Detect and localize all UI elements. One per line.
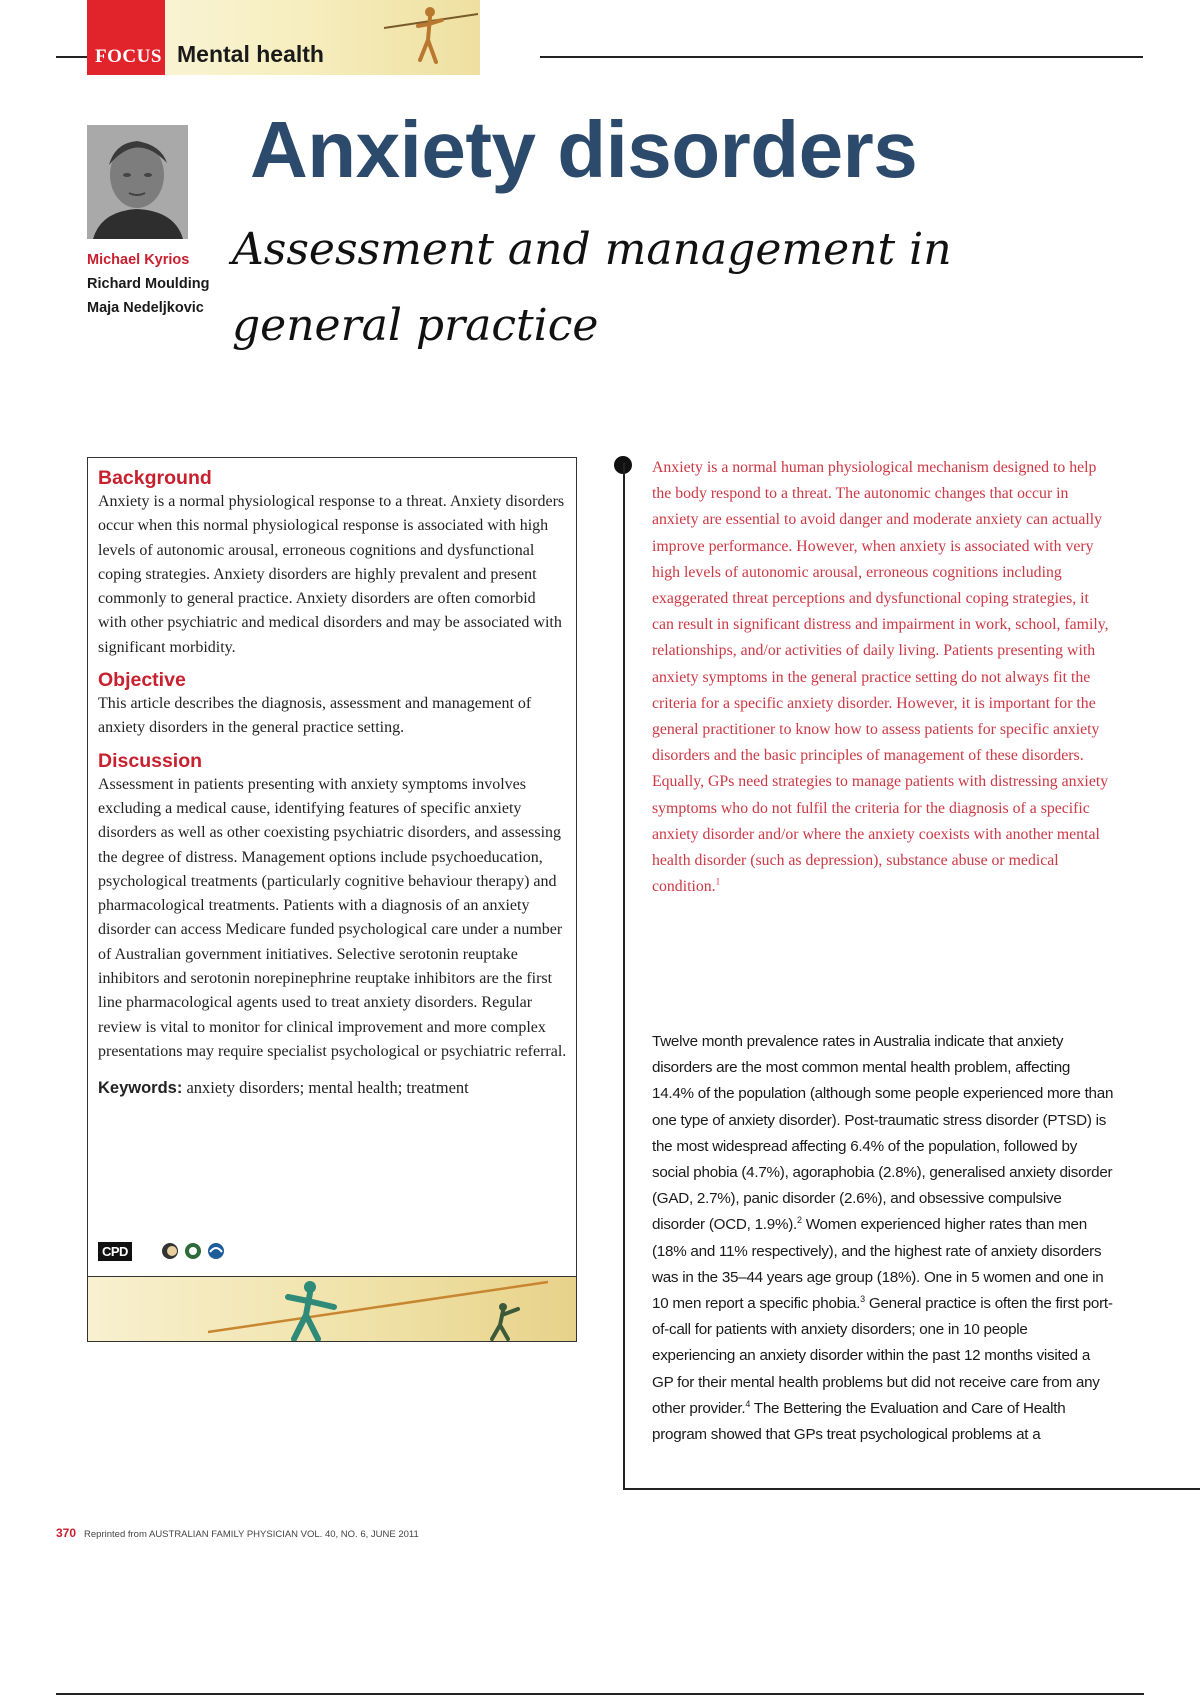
header-rule xyxy=(56,56,88,58)
footer-citation: Reprinted from AUSTRALIAN FAMILY PHYSICIAN VOL. 40, NO. 6, JUNE 2011 xyxy=(84,1529,419,1540)
discussion-heading: Discussion xyxy=(98,749,203,772)
header-banner xyxy=(87,0,480,75)
author-list xyxy=(87,248,209,320)
body-text: Twelve month prevalence rates in Australia indicate that anxiety disorders are the most common mental health problem, affecting 14.4% of the population (although some people experienced more than one type of anxiety disorder). Post-traumatic stress disorder (PTSD) is the most widespread affecting 6.4% of the population, followed by social phobia (4.7%), agoraphobia (2.8%), generalised anxiety disorder (GAD, 2.7%), panic disorder (2.6%), and obsessive compulsive disorder (OCD, 1.9%). xyxy=(652,1033,1114,1234)
keywords-label: Keywords: xyxy=(98,1079,183,1098)
reference-mark: 4 xyxy=(745,1398,751,1409)
bottom-rule xyxy=(56,1693,1144,1695)
section-label: Mental health xyxy=(177,41,324,67)
background-heading: Background xyxy=(98,467,212,489)
page-number: 370 xyxy=(56,1526,77,1540)
balancing-figure-illustration xyxy=(382,0,480,75)
article-subtitle: Assessment and management in general practice xyxy=(232,224,952,351)
abstract-content xyxy=(98,466,568,1098)
body-text: General practice is often the first port-of-call for patients with anxiety disorders; one in 10 people experiencing an anxiety disorder within the past 12 months visited a GP for their mental health problems but did not receive care from any other provider. xyxy=(652,1295,1113,1417)
objective-heading: Objective xyxy=(98,669,186,692)
body-paragraph xyxy=(652,1029,1114,1448)
objective-text: This article describes the diagnosis, assessment and management of anxiety disorders in the general practice setting. xyxy=(98,695,532,737)
author-name: Maja Nedeljkovic xyxy=(87,300,204,316)
focus-label: FOCUS xyxy=(95,46,162,67)
author-name: Michael Kyrios xyxy=(87,252,190,268)
column-base-rule xyxy=(623,1488,1200,1490)
author-portrait xyxy=(87,125,188,239)
author-photo xyxy=(87,125,188,239)
cpd-badge: CPD xyxy=(98,1242,132,1261)
reference-mark: 1 xyxy=(715,876,721,887)
discussion-text: Assessment in patients presenting with anxiety symptoms involves excluding a medical cause, identifying features of specific anxiety disorders as well as other coexisting psychiatric disorders, and assessing the degree of distress. Management options include psychoeducation, psychological treatments (particularly cognitive behaviour therapy) and pharmacological treatments. Patients with a diagnosis of an anxiety disorder can access Medicare funded psychological care under a number of Australian government initiatives. Selective serotonin reuptake inhibitors and serotonin norepinephrine reuptake inhibitors are the first line pharmacological agents used to treat anxiety disorders. Regular review is vital to monitor for clinical improvement and more complex presentations may require specialist psychological or psychiatric referral. xyxy=(98,775,567,1060)
focus-badge xyxy=(87,0,165,75)
background-text: Anxiety is a normal physiological response to a threat. Anxiety disorders occur when this normal physiological response is associated with high levels of autonomic arousal, erroneous cognitions and dysfunctional coping strategies. Anxiety disorders are highly prevalent and present commonly to general practice. Anxiety disorders are often comorbid with other psychiatric and medical disorders and may be associated with significant morbidity. xyxy=(98,493,565,656)
author-name: Richard Moulding xyxy=(87,276,210,292)
header-rule xyxy=(540,56,1143,58)
figures-illustration xyxy=(88,1277,576,1341)
reference-mark: 3 xyxy=(860,1293,865,1304)
keywords-text: anxiety disorders; mental health; treatment xyxy=(186,1078,469,1098)
article-title: Anxiety disorders xyxy=(250,105,918,194)
abstract-box xyxy=(87,457,577,1342)
body-text: The Bettering the Evaluation and Care of Health program showed that GPs treat psychological problems at a xyxy=(652,1399,1066,1444)
column-rule xyxy=(623,463,625,1490)
body-text: Women experienced higher rates than men (18% and 11% respectively), and the highest rate of anxiety disorders was in the 35–44 years age group (18%). One in 5 women and one in 10 men report a specific phobia. xyxy=(652,1216,1104,1313)
abstract-illustration xyxy=(88,1276,576,1341)
intro-paragraph xyxy=(652,455,1112,900)
reference-mark: 2 xyxy=(796,1215,802,1226)
page-footer xyxy=(56,1526,419,1540)
intro-text: Anxiety is a normal human physiological mechanism designed to help the body respond to a threat. The autonomic changes that occur in anxiety are essential to avoid danger and moderate anxiety can actually improve performance. However, when anxiety is associated with very high levels of autonomic arousal, erroneous cognitions including exaggerated threat perceptions and dysfunctional coping strategies, it can result in significant distress and impairment in work, school, family, relationships, and/or activities of daily living. Patients presenting with anxiety symptoms in the general practice setting do not always fit the criteria for a specific anxiety disorder. However, it is important for the general practitioner to know how to assess patients for specific anxiety disorders and the basic principles of management of these disorders. Equally, GPs need strategies to manage patients with distressing anxiety symptoms who do not fulfil the criteria for the diagnosis of a specific anxiety disorder and/or where the anxiety coexists with another mental health disorder (such as depression), substance abuse or medical condition. xyxy=(652,459,1109,896)
keywords xyxy=(98,1078,568,1098)
cpd-icons xyxy=(160,1241,250,1261)
cpd-row xyxy=(98,1241,250,1265)
